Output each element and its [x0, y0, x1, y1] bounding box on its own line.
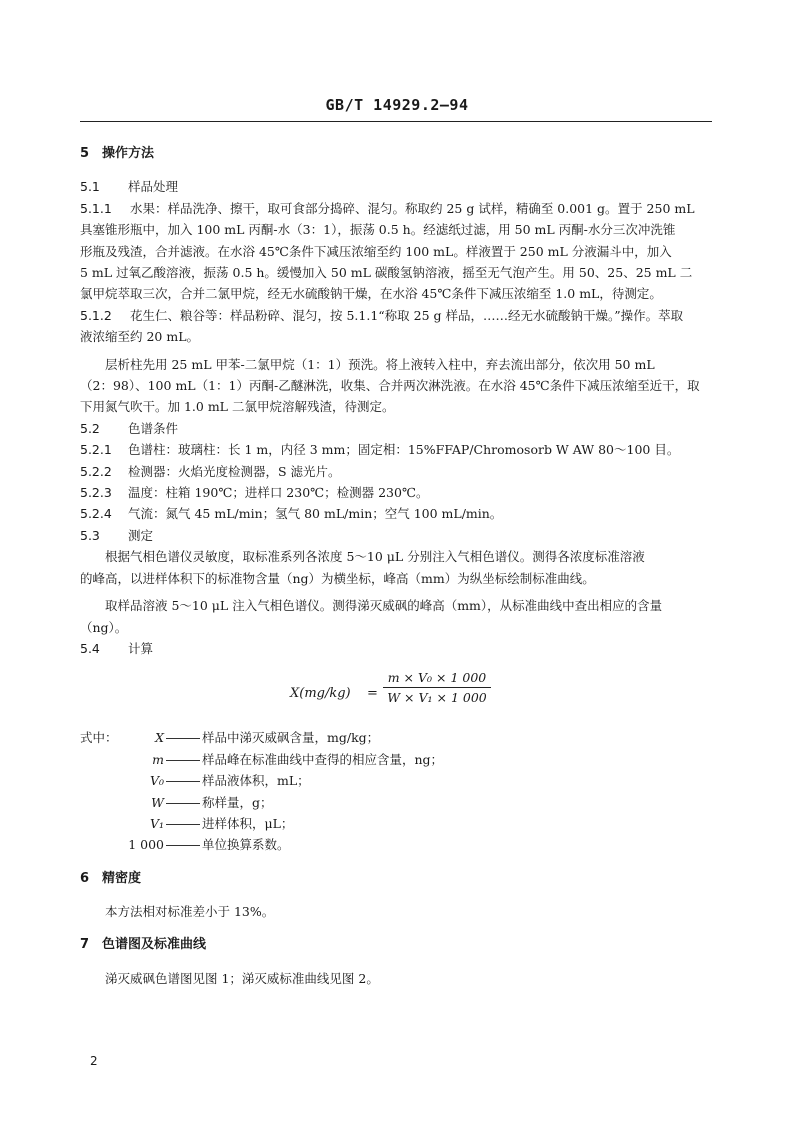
dash-rule: [166, 760, 200, 761]
section-5-heading: [80, 143, 714, 164]
section-number: 5.2.3: [80, 485, 112, 501]
dash-rule: [166, 845, 200, 846]
text-line: 氯甲烷萃取三次，合并二氯甲烷，经无水硫酸钠干燥，在水浴 45℃条件下减压浓缩至 1.0 mL，待测定。: [80, 286, 662, 302]
section-5-1-2-para: [80, 305, 714, 348]
formula-denominator: W × V₁ × 1 000: [387, 690, 487, 706]
variable-symbol: V₁: [149, 815, 164, 831]
section-5-3-heading: [80, 525, 714, 546]
dash-rule: [166, 738, 200, 739]
section-number: 6: [80, 870, 90, 886]
section-number: 5.1: [80, 179, 100, 195]
section-number: 5.2.2: [80, 463, 112, 479]
text-line: 形瓶及残渣，合并滤液。在水浴 45℃条件下减压浓缩至约 100 mL。样液置于 250 mL 分液漏斗中，加入: [80, 243, 672, 259]
text-line: 的峰高，以进样体积下的标准物含量（ng）为横坐标，峰高（mm）为纵坐标绘制标准曲线。: [80, 570, 595, 586]
dash-rule: [166, 781, 200, 782]
variable-definitions: [80, 727, 714, 855]
text-line: 检测器：火焰光度检测器，S 滤光片。: [128, 463, 341, 479]
text-line: 层析柱先用 25 mL 甲苯-二氯甲烷（1：1）预洗。将上液转入柱中，弃去流出部分，依次用 50 mL: [105, 356, 655, 372]
section-number: 5.2: [80, 420, 100, 436]
document-body: [80, 143, 714, 989]
page-number: 2: [90, 1054, 98, 1068]
variable-description: 单位换算系数。: [202, 837, 290, 853]
text-line: 5 mL 过氧乙酸溶液，振荡 0.5 h。缓慢加入 50 mL 碳酸氢钠溶液，摇至无气泡产生。用 50、25、25 mL 二: [80, 265, 693, 281]
section-number: 5.3: [80, 527, 100, 543]
section-5-2-3: [80, 482, 714, 503]
section-number: 5.2.4: [80, 506, 112, 522]
formula-equals: =: [367, 686, 378, 702]
section-title: 色谱图及标准曲线: [102, 937, 207, 953]
section-5-4-heading: [80, 638, 714, 659]
variable-description: 样品液体积，mL；: [202, 773, 310, 789]
variable-symbol: W: [151, 794, 164, 810]
variable-description: 样品峰在标准曲线中查得的相应含量，ng；: [202, 751, 444, 767]
section-title: 操作方法: [102, 146, 155, 161]
variable-symbol: V₀: [149, 773, 164, 789]
variable-row: [80, 727, 714, 748]
variable-description: 进样体积，μL；: [202, 815, 294, 831]
text-line: 具塞锥形瓶中，加入 100 mL 丙酮-水（3：1），振荡 0.5 h。经滤纸过滤，用 50 mL 丙酮-水分三次冲洗锥: [80, 222, 676, 238]
chromatogram-para: [80, 968, 714, 989]
variable-symbol: X: [155, 730, 164, 746]
text-line: 液浓缩至约 20 mL。: [80, 329, 200, 345]
variable-row: [80, 834, 714, 855]
text-line: 温度：柱箱 190℃；进样口 230℃；检测器 230℃。: [128, 485, 429, 501]
section-number: 5.2.1: [80, 442, 112, 458]
standard-code-header: GB/T 14929.2—94: [325, 96, 469, 114]
column-procedure-para: [80, 354, 714, 418]
text-line: 水果：样品洗净、擦干，取可食部分捣碎、混匀。称取约 25 g 试样，精确至 0.001 g。置于 250 mL: [130, 200, 695, 216]
text-line: 下用氮气吹干。加 1.0 mL 二氯甲烷溶解残渣，待测定。: [80, 399, 395, 415]
text-line: 取样品溶液 5～10 μL 注入气相色谱仪。测得涕灭威砜的峰高（mm），从标准曲线中查出相应的含量: [105, 598, 663, 614]
variable-row: [80, 813, 714, 834]
formula-fraction: [383, 669, 491, 706]
variable-description: 样品中涕灭威砜含量，mg/kg；: [202, 730, 380, 746]
variable-row: [80, 770, 714, 791]
section-number: 5: [80, 146, 90, 161]
section-title: 样品处理: [128, 179, 179, 195]
section-5-1-heading: [80, 176, 714, 197]
section-7-heading: [80, 934, 714, 955]
formula-numerator: m × V₀ × 1 000: [387, 670, 487, 686]
section-title: 计算: [128, 640, 154, 656]
prefix-label: 式中：: [80, 730, 118, 746]
section-title: 测定: [128, 527, 154, 543]
section-5-2-heading: [80, 418, 714, 439]
header-rule: [80, 121, 712, 122]
dash-rule: [166, 824, 200, 825]
text-line: 色谱柱：玻璃柱：长 1 m，内径 3 mm；固定相：15%FFAP/Chromosorb W AW 80～100 目。: [128, 442, 680, 458]
section-5-2-4: [80, 503, 714, 524]
variable-row: [80, 792, 714, 813]
dash-rule: [166, 803, 200, 804]
text-line: 气流：氮气 45 mL/min；氢气 80 mL/min；空气 100 mL/min。: [128, 506, 503, 522]
fraction-bar: [383, 687, 491, 688]
variable-symbol: m: [152, 751, 164, 767]
measurement-para-1: [80, 546, 714, 589]
section-number: 5.1.2: [80, 307, 112, 323]
text-line: （2：98）、100 mL（1：1）丙酮-乙醚淋洗，收集、合并两次淋洗液。在水浴 45℃条件下减压浓缩至近干，取: [80, 378, 700, 394]
section-title: 精密度: [102, 870, 142, 886]
section-6-heading: [80, 868, 714, 889]
formula-lhs: X(mg/kg): [290, 686, 351, 702]
variable-row: [80, 749, 714, 770]
text-line: 花生仁、粮谷等：样品粉碎、混匀，按 5.1.1“称取 25 g 样品，……经无水硫酸钠干燥。”操作。萃取: [130, 307, 684, 323]
section-5-1-1-para: [80, 198, 714, 305]
variable-symbol: 1 000: [128, 837, 164, 853]
section-number: 5.1.1: [80, 200, 112, 216]
measurement-para-2: [80, 595, 714, 638]
section-5-2-1: [80, 439, 714, 460]
section-title: 色谱条件: [128, 420, 179, 436]
text-line: 本方法相对标准差小于 13%。: [105, 904, 275, 920]
variable-description: 称样量，g；: [202, 794, 273, 810]
section-5-2-2: [80, 461, 714, 482]
calculation-formula: [80, 659, 714, 727]
section-number: 5.4: [80, 640, 100, 656]
text-line: （ng）。: [80, 619, 128, 635]
section-number: 7: [80, 937, 90, 953]
text-line: 根据气相色谱仪灵敏度，取标准系列各浓度 5～10 μL 分别注入气相色谱仪。测得各浓度标准溶液: [105, 549, 645, 565]
text-line: 涕灭威砜色谱图见图 1；涕灭威标准曲线见图 2。: [105, 970, 379, 986]
precision-para: [80, 901, 714, 922]
